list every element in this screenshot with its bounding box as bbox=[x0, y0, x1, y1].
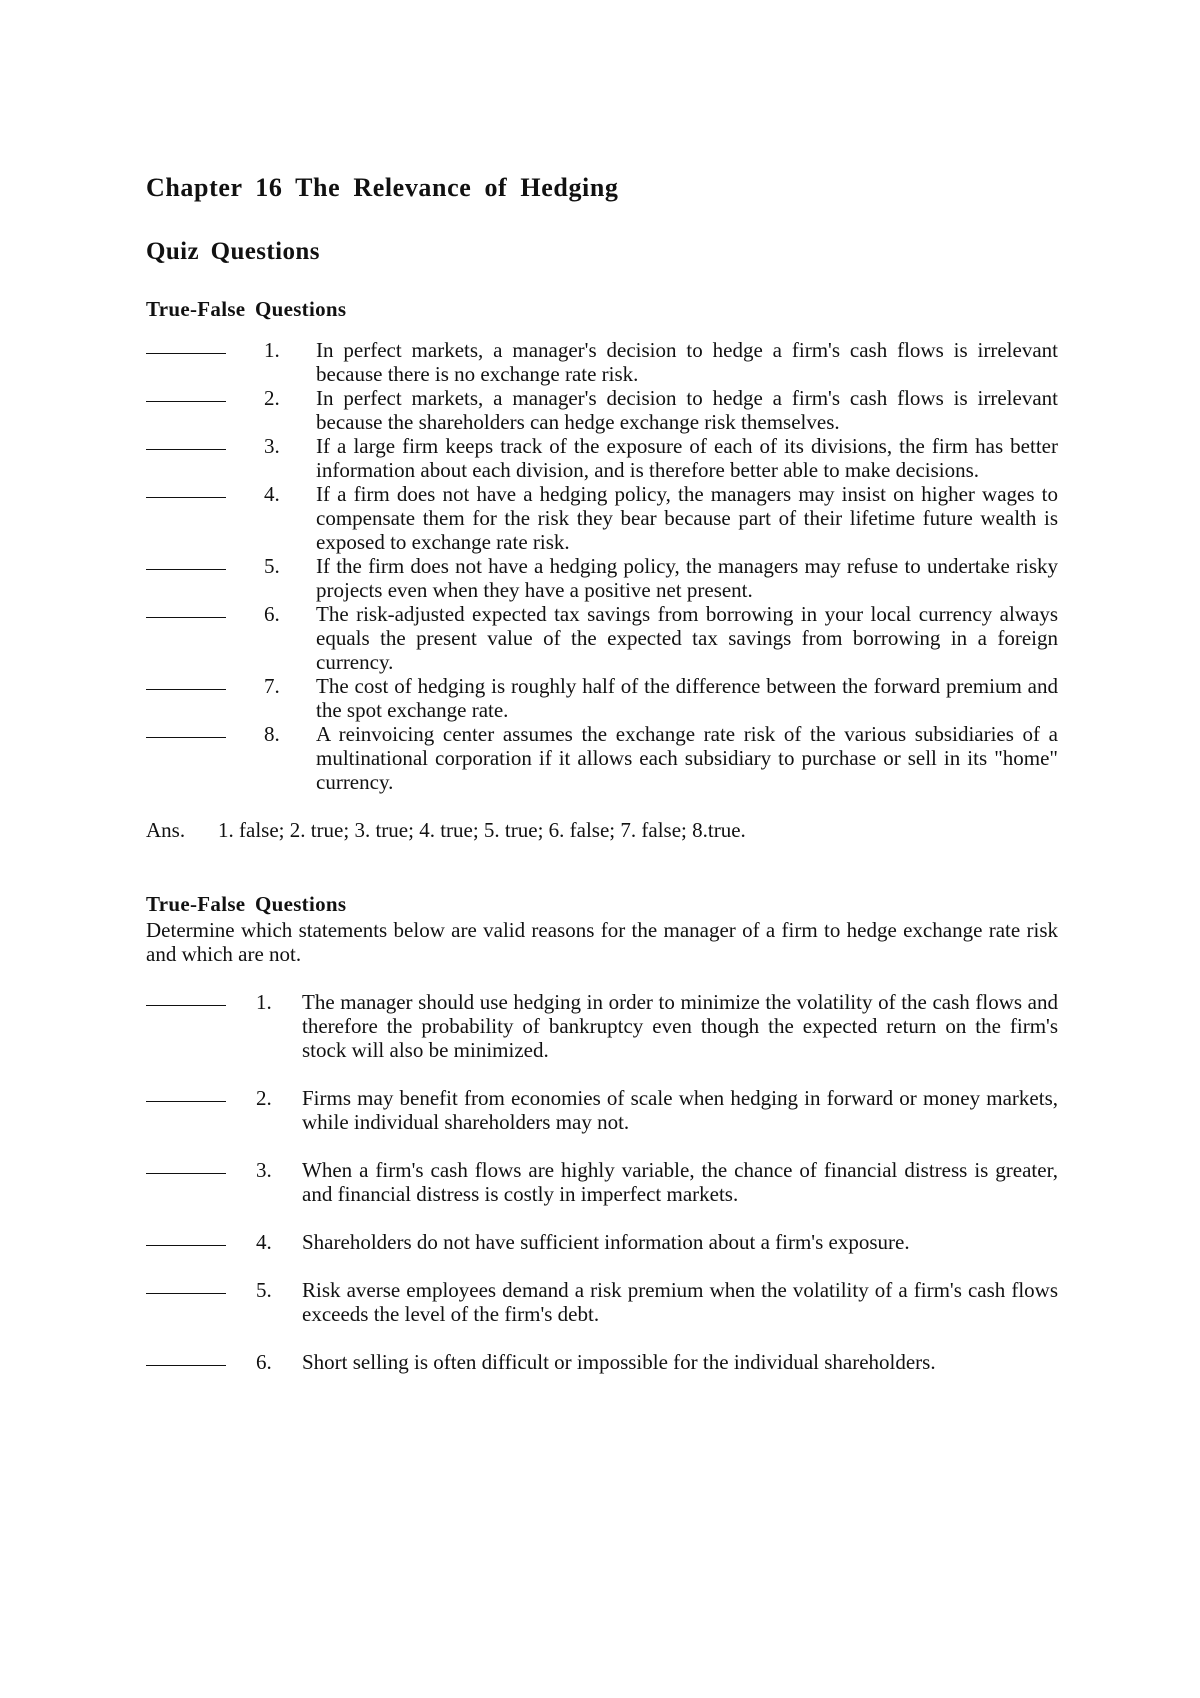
question-number: 2. bbox=[256, 1085, 272, 1110]
part2-heading: True-False Questions bbox=[146, 892, 347, 917]
answer-blank[interactable] bbox=[146, 602, 226, 618]
question-item bbox=[146, 386, 1058, 434]
part2-question-list bbox=[146, 990, 1058, 1374]
question-item bbox=[146, 1086, 1058, 1134]
question-text: Risk averse employees demand a risk premium when the volatility of a firm's cash flows exceeds the level of the firm's debt. bbox=[302, 1277, 1058, 1326]
answer-blank[interactable] bbox=[146, 990, 226, 1006]
question-text: Firms may benefit from economies of scale when hedging in forward or money markets, while individual shareholders may not. bbox=[302, 1085, 1058, 1134]
document-content bbox=[146, 172, 1058, 1398]
answer-blank[interactable] bbox=[146, 386, 226, 402]
answer-blank[interactable] bbox=[146, 1086, 226, 1102]
question-item bbox=[146, 482, 1058, 554]
question-item bbox=[146, 674, 1058, 722]
answer-blank[interactable] bbox=[146, 554, 226, 570]
answer-blank[interactable] bbox=[146, 1230, 226, 1246]
question-number: 4. bbox=[264, 482, 280, 507]
question-number: 6. bbox=[264, 602, 280, 627]
question-number: 1. bbox=[256, 989, 272, 1014]
question-number: 1. bbox=[264, 338, 280, 363]
question-number: 3. bbox=[264, 434, 280, 459]
part2-instructions: Determine which statements below are valid reasons for the manager of a firm to hedge exchange rate risk and which are not. bbox=[146, 917, 1058, 966]
question-item bbox=[146, 1350, 1058, 1374]
question-item bbox=[146, 1158, 1058, 1206]
answer-blank[interactable] bbox=[146, 1278, 226, 1294]
question-item bbox=[146, 338, 1058, 386]
question-text: The cost of hedging is roughly half of the difference between the forward premium and the spot exchange rate. bbox=[316, 674, 1058, 723]
question-number: 6. bbox=[256, 1349, 272, 1374]
question-text: If a firm does not have a hedging policy, the managers may insist on higher wages to compensate them for the risk they bear because part of their lifetime future wealth is exposed to exchange rate risk. bbox=[316, 482, 1058, 555]
question-number: 5. bbox=[264, 554, 280, 579]
question-number: 7. bbox=[264, 674, 280, 699]
section-spacer bbox=[146, 842, 1058, 892]
question-number: 2. bbox=[264, 386, 280, 411]
answer-blank[interactable] bbox=[146, 674, 226, 690]
answer-blank[interactable] bbox=[146, 482, 226, 498]
answer-blank[interactable] bbox=[146, 1158, 226, 1174]
question-item bbox=[146, 434, 1058, 482]
answer-blank[interactable] bbox=[146, 338, 226, 354]
question-text: Shareholders do not have sufficient information about a firm's exposure. bbox=[302, 1229, 910, 1254]
question-text: The manager should use hedging in order to minimize the volatility of the cash flows and therefore the probability of bankruptcy even though the expected return on the firm's stock will also be minimized. bbox=[302, 989, 1058, 1062]
question-item bbox=[146, 1278, 1058, 1326]
answer-key bbox=[146, 818, 1058, 842]
question-text: A reinvoicing center assumes the exchange rate risk of the various subsidiaries of a multinational corporation if it allows each subsidiary to purchase or sell in its "home" currency. bbox=[316, 722, 1058, 795]
question-text: In perfect markets, a manager's decision to hedge a firm's cash flows is irrelevant because there is no exchange rate risk. bbox=[316, 338, 1058, 387]
question-text: When a firm's cash flows are highly variable, the chance of financial distress is greater, and financial distress is costly in imperfect markets. bbox=[302, 1157, 1058, 1206]
section-title: Quiz Questions bbox=[146, 238, 320, 266]
answer-blank[interactable] bbox=[146, 434, 226, 450]
question-item bbox=[146, 990, 1058, 1062]
question-text: In perfect markets, a manager's decision to hedge a firm's cash flows is irrelevant because the shareholders can hedge exchange risk themselves. bbox=[316, 386, 1058, 435]
question-text: If a large firm keeps track of the exposure of each of its divisions, the firm has better information about each division, and is therefore better able to make decisions. bbox=[316, 434, 1058, 483]
part1-question-list bbox=[146, 338, 1058, 794]
question-text: The risk-adjusted expected tax savings from borrowing in your local currency always equals the present value of the expected tax savings from borrowing in a foreign currency. bbox=[316, 602, 1058, 675]
question-number: 3. bbox=[256, 1157, 272, 1182]
question-item bbox=[146, 722, 1058, 794]
question-number: 4. bbox=[256, 1229, 272, 1254]
answer-key-text: 1. false; 2. true; 3. true; 4. true; 5. true; 6. false; 7. false; 8.true. bbox=[218, 818, 746, 843]
question-item bbox=[146, 602, 1058, 674]
part1-heading: True-False Questions bbox=[146, 297, 347, 322]
answer-blank[interactable] bbox=[146, 1350, 226, 1366]
question-number: 5. bbox=[256, 1277, 272, 1302]
question-item bbox=[146, 1230, 1058, 1254]
question-text: Short selling is often difficult or impossible for the individual shareholders. bbox=[302, 1349, 936, 1374]
question-number: 8. bbox=[264, 722, 280, 747]
answer-blank[interactable] bbox=[146, 722, 226, 738]
question-text: If the firm does not have a hedging policy, the managers may refuse to undertake risky projects even when they have a positive net present. bbox=[316, 554, 1058, 603]
chapter-title: Chapter 16 The Relevance of Hedging bbox=[146, 173, 619, 202]
answer-key-label: Ans. bbox=[146, 818, 186, 843]
question-item bbox=[146, 554, 1058, 602]
